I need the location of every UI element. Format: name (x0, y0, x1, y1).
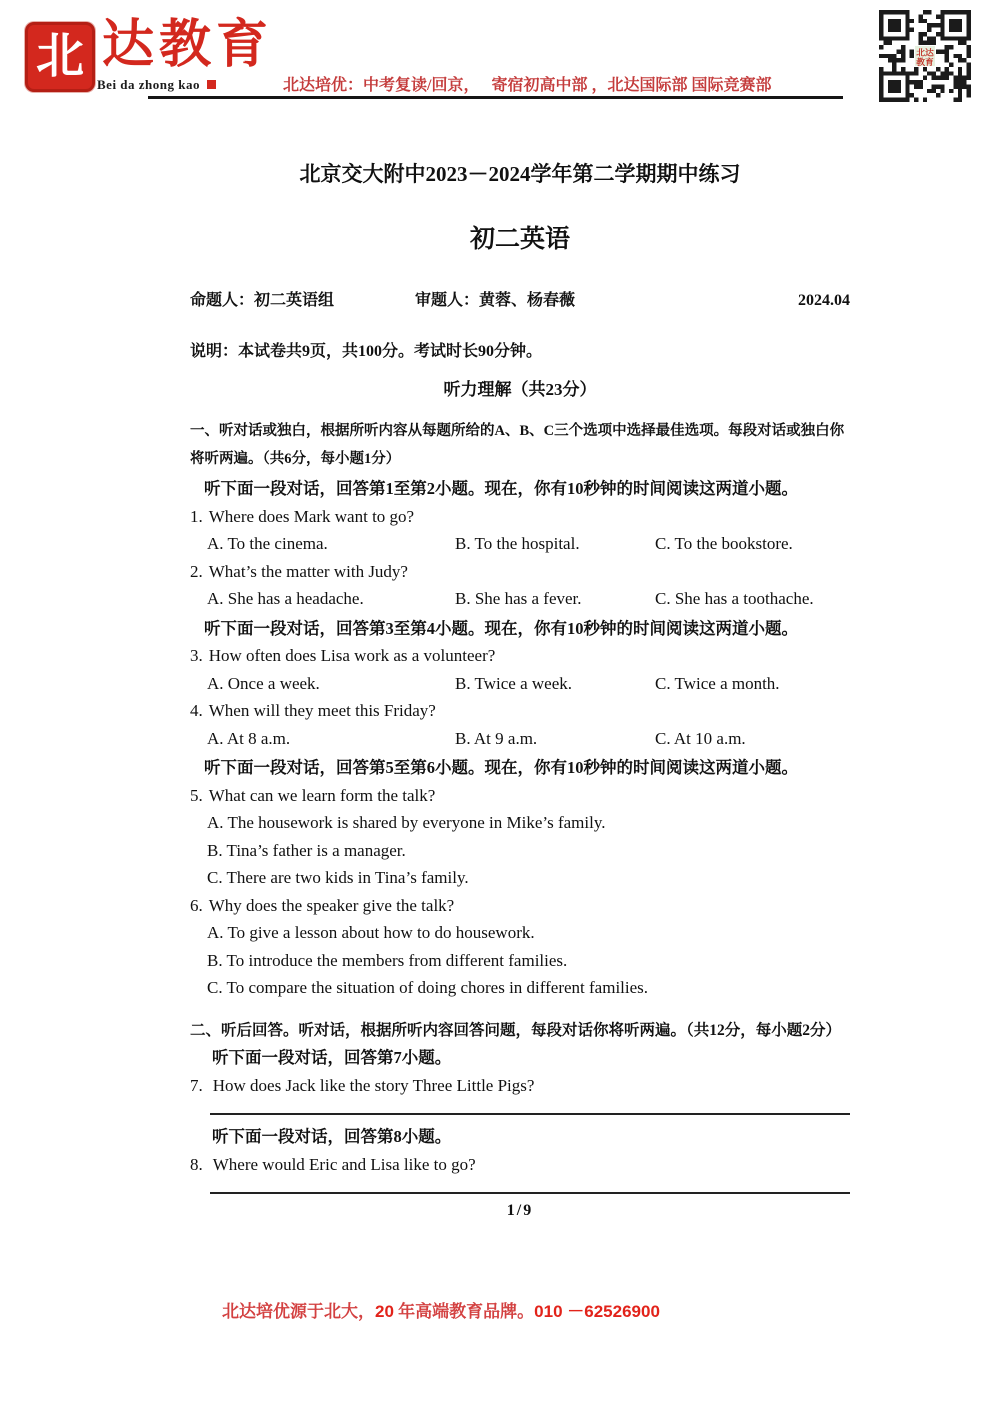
question-4-option-b: B. At 9 a.m. (455, 728, 538, 748)
question-5-option-c: C. There are two kids in Tina’s family. (207, 868, 469, 887)
question-4-option-c: C. At 10 a.m. (655, 728, 746, 748)
exam-subject: 初二英语 (469, 226, 570, 253)
svg-text:教育: 教育 (916, 56, 934, 67)
question-2-stem: 2. What’s the matter with Judy? (190, 561, 408, 581)
question-3-option-c: C. Twice a month. (655, 673, 780, 693)
question-1-option-c: C. To the bookstore. (655, 534, 793, 553)
question-4-option-a: A. At 8 a.m. (207, 728, 291, 748)
question-6-option-b: B. To introduce the members from different families. (207, 950, 568, 970)
exam-reviewer: 审题人：黄蓉、杨春薇 (415, 292, 576, 309)
exam-note: 说明：本试卷共9页，共100分。考试时长90分钟。 (190, 343, 543, 360)
question-7-stem: 7. How does Jack like the story Three Little Pigs? (190, 1075, 535, 1095)
question-1-option-b: B. To the hospital. (455, 534, 580, 553)
intro-questions-1-2: 听下面一段对话，回答第1至第2小题。现在，你有10秒钟的时间阅读这两道小题。 (204, 479, 798, 498)
question-1-option-a: A. To the cinema. (207, 534, 328, 553)
intro-question-7: 听下面一段对话，回答第7小题。 (212, 1048, 452, 1067)
question-3-options (190, 670, 850, 698)
question-4-options (190, 725, 850, 753)
footer-slogan: 北达培优源于北大，20 年高端教育品牌。010 －62526900 (222, 1302, 660, 1321)
answer-blank-line-7 (210, 1113, 850, 1115)
brand-square-icon (207, 80, 216, 89)
svg-text:北达: 北达 (916, 47, 934, 58)
question-2-options (190, 585, 850, 613)
footer-phone: 010 －62526900 (534, 1302, 660, 1321)
exam-date: 2024.04 (798, 292, 850, 309)
question-8-stem: 8. Where would Eric and Lisa like to go? (190, 1154, 476, 1174)
intro-questions-3-4: 听下面一段对话，回答第3至第4小题。现在，你有10秒钟的时间阅读这两道小题。 (204, 618, 798, 638)
exam-content (190, 160, 850, 1220)
page-number: 1/9 (506, 1202, 534, 1219)
header-tagline: 北达培优：中考复读/回京， 寄宿初高中部 ，北达国际部 国际竞赛部 (283, 77, 772, 94)
question-3-option-b: B. Twice a week. (455, 673, 572, 693)
brand-calligraphy: 达教育 (102, 17, 274, 74)
question-1-stem: 1. Where does Mark want to go? (190, 506, 415, 526)
header-divider (148, 96, 843, 99)
brand-seal-icon (25, 22, 95, 92)
question-5-option-b: B. Tina’s father is a manager. (207, 840, 406, 860)
question-3-option-a: A. Once a week. (207, 673, 320, 693)
question-3-stem: 3. How often does Lisa work as a volunteer? (190, 646, 496, 665)
question-5-stem: 5. What can we learn form the talk? (190, 785, 436, 805)
answer-blank-line-8 (210, 1192, 850, 1194)
part1-rubric: 一、听对话或独白，根据所听内容从每题所给的A、B、C三个选项中选择最佳选项。每段对话或独白你将听两遍。（共6分，每小题1分） (190, 423, 845, 467)
part2-rubric: 二、听后回答。听对话，根据所听内容回答问题，每段对话你将听两遍。（共12分，每小题2分） (190, 1021, 842, 1039)
qr-code (878, 10, 972, 102)
question-2-option-a: A. She has a headache. (207, 589, 364, 608)
question-6-stem: 6. Why does the speaker give the talk? (190, 895, 455, 915)
question-6-option-c: C. To compare the situation of doing chores in different families. (207, 978, 649, 997)
intro-question-8: 听下面一段对话，回答第8小题。 (212, 1127, 452, 1146)
question-1-options (190, 530, 850, 558)
question-4-stem: 4. When will they meet this Friday? (190, 701, 436, 720)
question-2-option-c: C. She has a toothache. (655, 589, 814, 608)
exam-setter: 命题人：初二英语组 (190, 292, 335, 309)
question-5-option-a: A. The housework is shared by everyone in Mike’s family. (207, 813, 606, 832)
question-2-option-b: B. She has a fever. (455, 589, 582, 608)
footer-years: 20 (375, 1302, 394, 1321)
exam-title: 北京交大附中2023－2024学年第二学期期中练习 (299, 162, 741, 186)
question-6-option-a: A. To give a lesson about how to do housework. (207, 923, 535, 942)
brand-subtext: Bei da zhong kao (97, 77, 216, 93)
intro-questions-5-6: 听下面一段对话，回答第5至第6小题。现在，你有10秒钟的时间阅读这两道小题。 (204, 758, 798, 777)
listening-heading: 听力理解（共23分） (443, 380, 597, 399)
exam-meta (190, 289, 850, 313)
brand-seal-char: 北 (35, 30, 84, 83)
